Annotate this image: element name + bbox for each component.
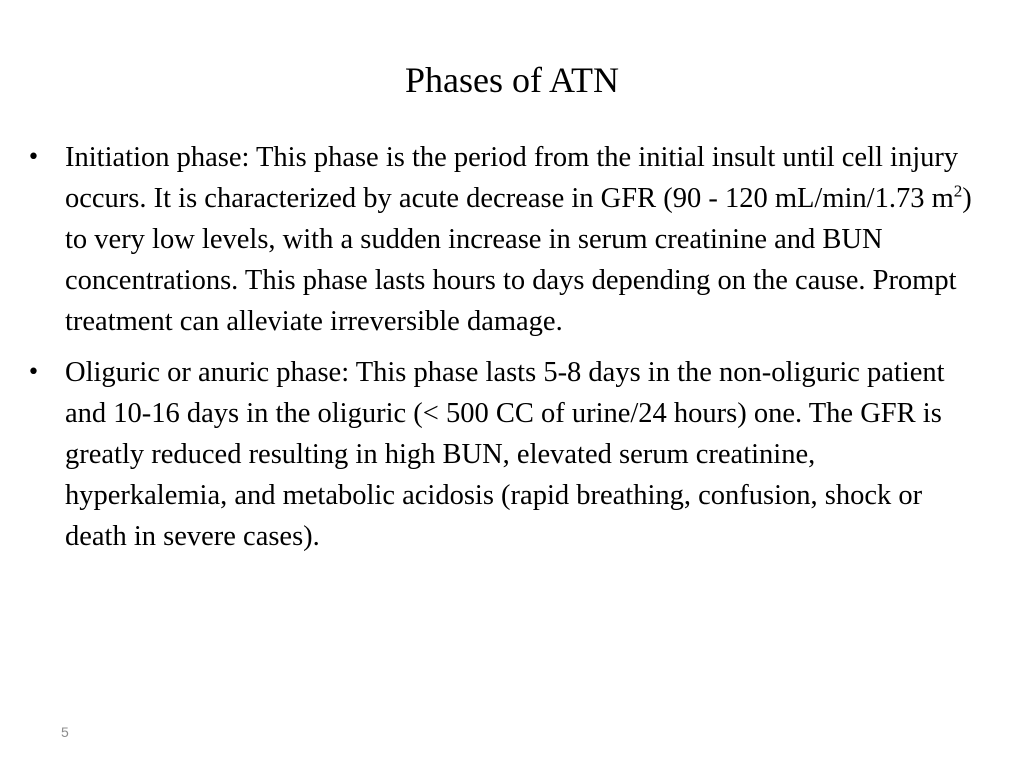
bullet-list <box>25 137 980 567</box>
bullet-text-part: Initiation phase: This phase is the period from the initial insult until cell injury occurs. It is characterized by acute decrease in GFR (90 - 120 mL/min/1.73 m <box>65 142 959 214</box>
slide-number: 5 <box>61 724 69 740</box>
bullet-text: Oliguric or anuric phase: This phase lasts 5-8 days in the non-oliguric patient and 10-16 days in the oliguric (< 500 CC of urine/24 hours) one. The GFR is greatly reduced resulting in high BUN, elevated serum creatinine, hyperkalemia, and metabolic acidosis (rapid breathing, confusion, shock or death in severe cases). <box>65 357 945 552</box>
bullet-icon: • <box>27 145 40 170</box>
slide-title: Phases of ATN <box>405 60 619 100</box>
bullet-text-part: ) to very low levels, with a sudden increase in serum creatinine and BUN concentrations. This phase lasts hours to days depending on the cause. Prompt treatment can alleviate irreversible damage. <box>65 183 972 337</box>
bullet-item-initiation-phase <box>25 137 980 342</box>
superscript: 2 <box>953 181 963 201</box>
bullet-item-oliguric-phase <box>25 352 980 557</box>
bullet-icon: • <box>27 360 40 385</box>
bullet-text <box>65 142 972 337</box>
